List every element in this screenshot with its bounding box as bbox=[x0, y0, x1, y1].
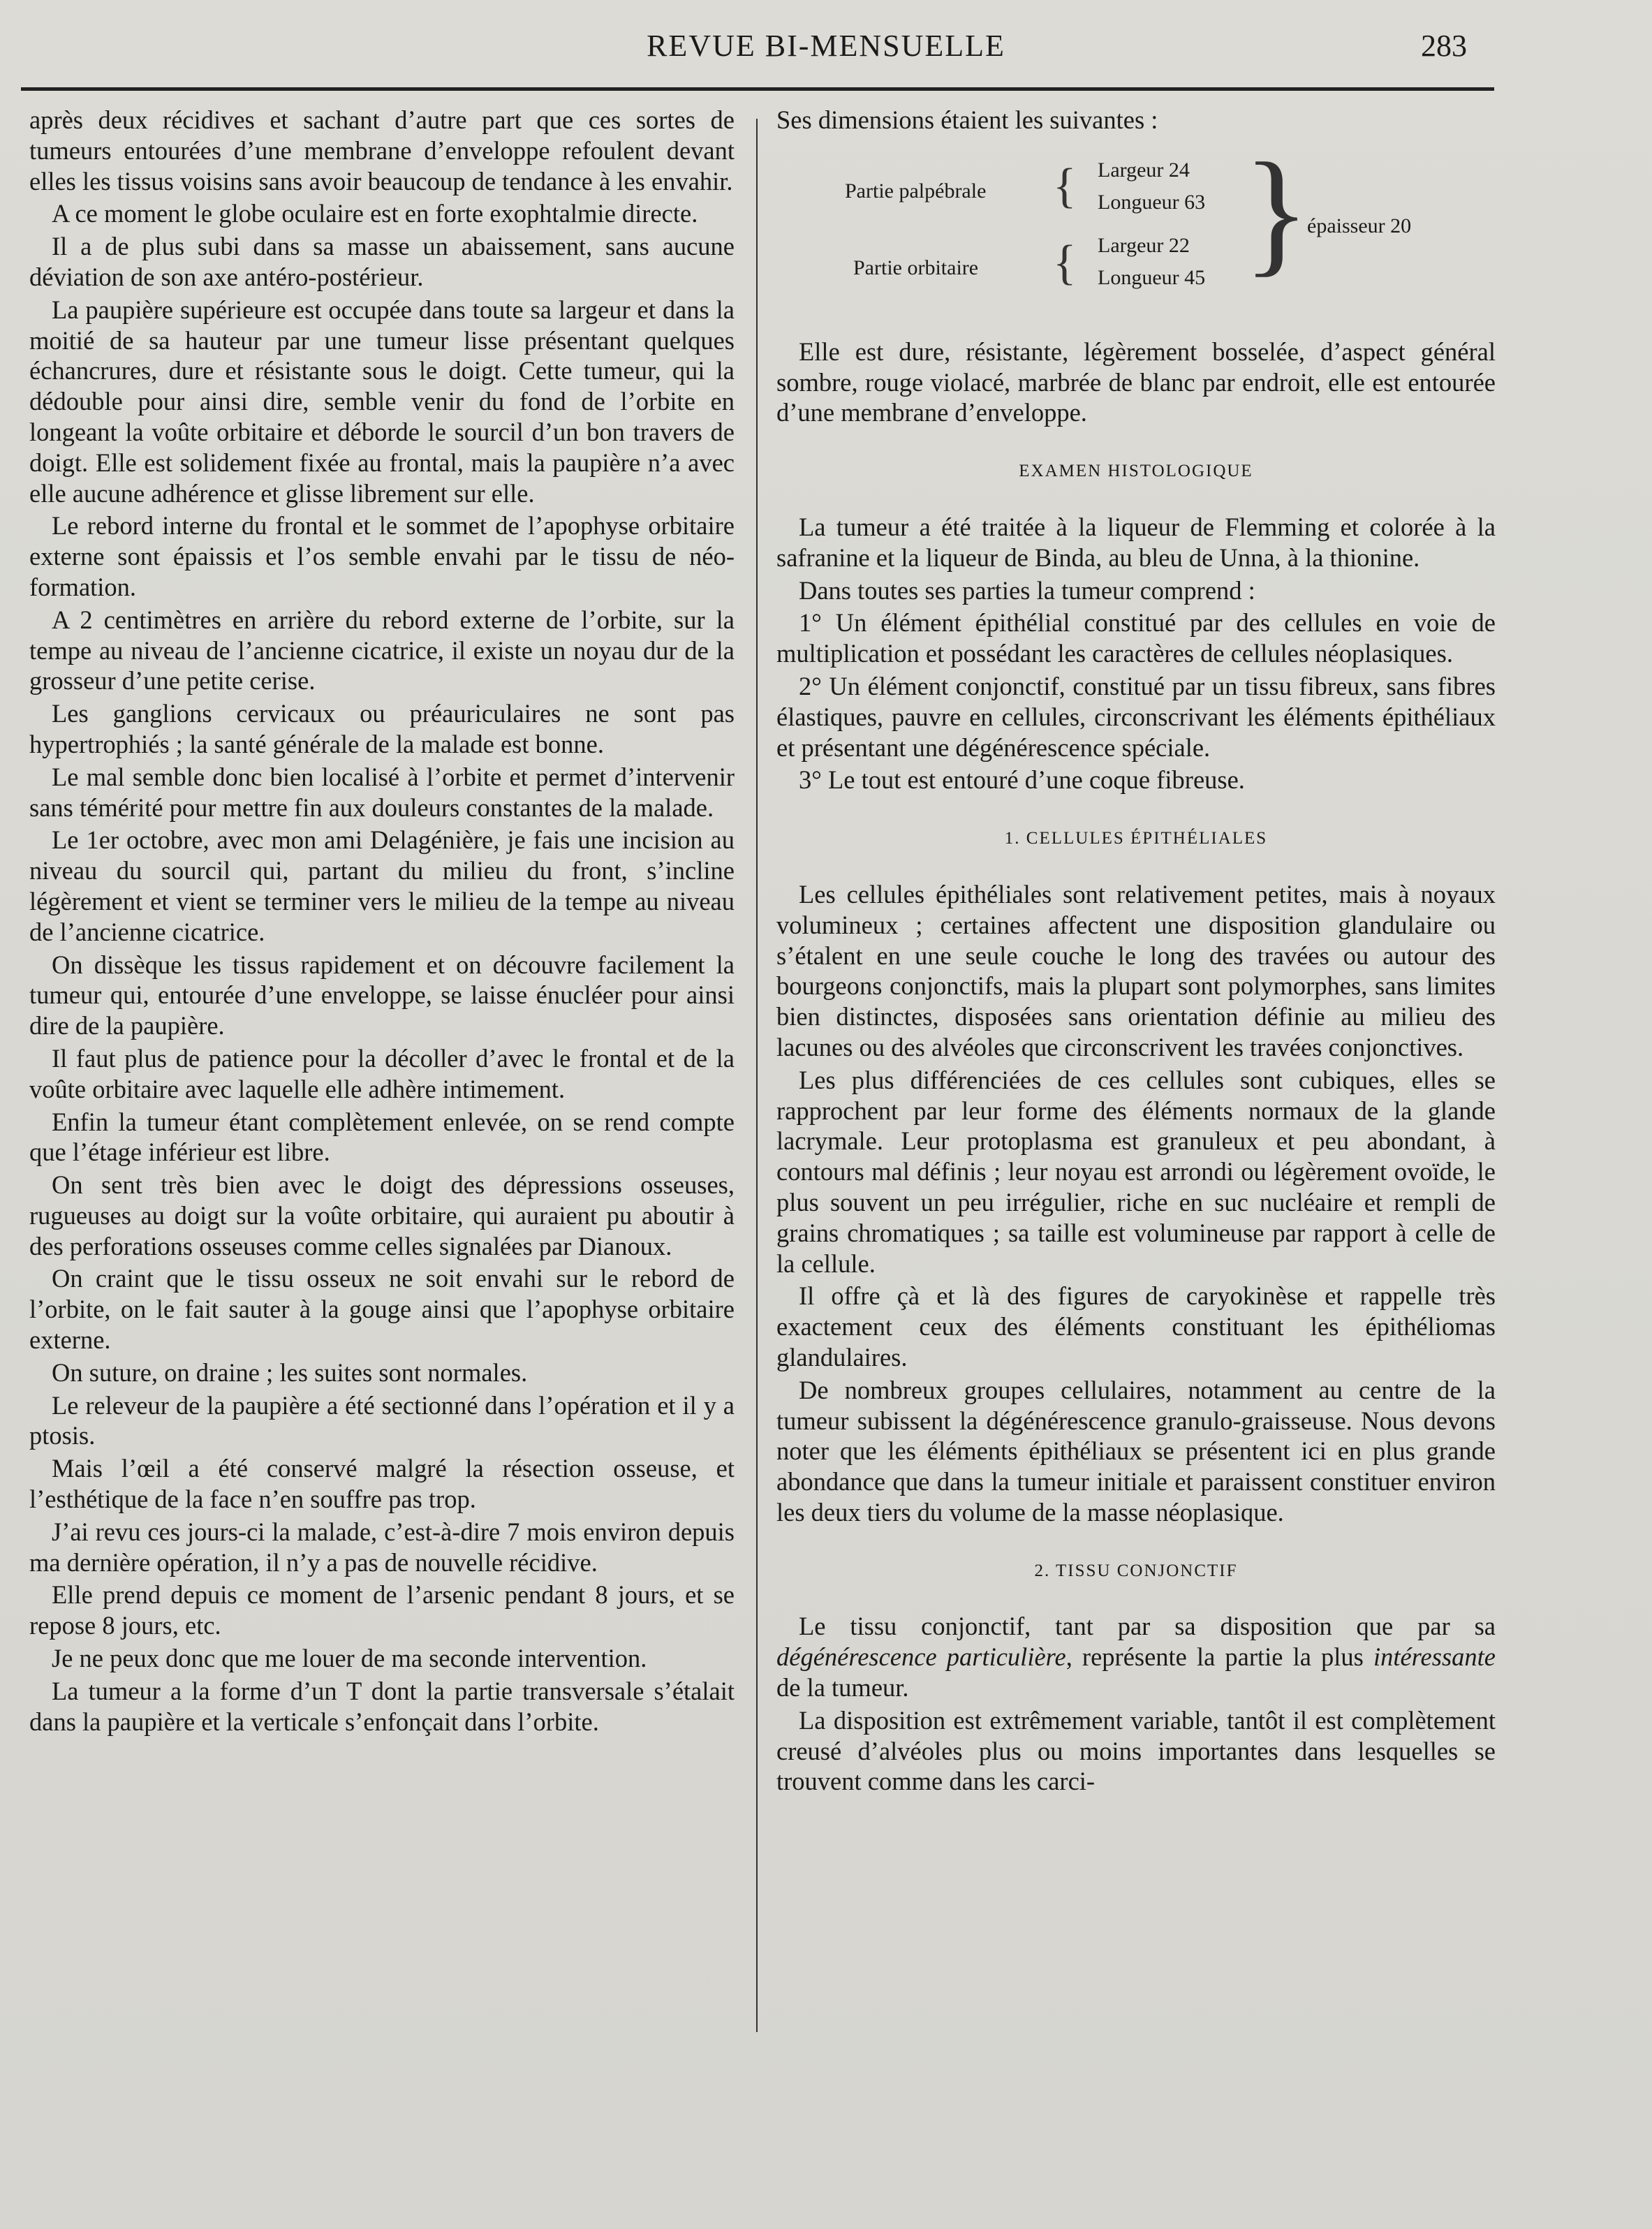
palpebral-label: Partie palpébrale bbox=[845, 179, 987, 203]
dimensions-intro: Ses dimensions étaient les suivantes : bbox=[776, 105, 1158, 134]
paragraph: Elle prend depuis ce moment de l’arsenic pendant 8 jours, et se repose 8 jours, etc. bbox=[29, 1580, 735, 1640]
paragraph: 1° Un élément épithélial constitué par des cellules en voie de multiplication et possédant les caractères de cellules néoplasiques. bbox=[776, 608, 1496, 668]
palpebral-width: Largeur 24 bbox=[1098, 158, 1190, 182]
column-divider bbox=[756, 119, 758, 2032]
thickness-brace: } bbox=[1243, 134, 1310, 289]
orbital-length: Longueur 45 bbox=[1098, 265, 1206, 289]
paragraph: Il faut plus de patience pour la décoller d’avec le frontal et de la voûte orbitaire avec laquelle elle adhère intimement. bbox=[29, 1043, 735, 1103]
dimensions-table bbox=[776, 134, 1496, 323]
orbital-brace: { bbox=[1053, 235, 1077, 290]
paragraph: On sent très bien avec le doigt des dépressions osseuses, rugueuses au doigt sur la voûte orbitaire, qui auraient pu aboutir à des perforations osseuses comme celles signalées par Dianoux. bbox=[29, 1170, 735, 1260]
text-run: Le tissu conjonctif, tant par sa disposition que par sa bbox=[799, 1612, 1496, 1641]
paragraph: Il offre çà et là des figures de caryokinèse et rappelle très exactement ceux des éléments constituant les épithéliomas glandulaires. bbox=[776, 1281, 1496, 1371]
header-rule bbox=[21, 87, 1494, 91]
paragraph: 3° Le tout est entouré d’une coque fibreuse. bbox=[799, 765, 1245, 795]
running-title: REVUE BI-MENSUELLE bbox=[647, 29, 1005, 63]
paragraph: Je ne peux donc que me louer de ma seconde intervention. bbox=[52, 1644, 647, 1673]
text-run: , représente la partie la plus bbox=[1065, 1642, 1373, 1672]
section-heading-epithelial-cells: 1. CELLULES ÉPITHÉLIALES bbox=[1004, 829, 1268, 848]
tumor-description: Elle est dure, résistante, légèrement bosselée, d’aspect général sombre, rouge violacé, marbrée de blanc par endroit, elle est entourée d’une membrane d’enveloppe. bbox=[776, 337, 1496, 427]
paragraph: La tumeur a été traitée à la liqueur de Flemming et colorée à la safranine et la liqueur de Binda, au bleu de Unna, à la thionine. bbox=[776, 512, 1496, 572]
text-run: de la tumeur. bbox=[776, 1673, 909, 1702]
orbital-label: Partie orbitaire bbox=[853, 256, 979, 279]
section-heading-histology: EXAMEN HISTOLOGIQUE bbox=[1019, 462, 1253, 481]
paragraph: Dans toutes ses parties la tumeur comprend : bbox=[799, 575, 1255, 605]
paragraph: A 2 centimètres en arrière du rebord externe de l’orbite, sur la tempe au niveau de l’ancienne cicatrice, il existe un noyau dur de la grosseur d’une petite cerise. bbox=[29, 605, 735, 696]
paragraph: A ce moment le globe oculaire est en forte exophtalmie directe. bbox=[52, 199, 698, 228]
paragraph: On dissèque les tissus rapidement et on découvre facilement la tumeur qui, entourée d’une enveloppe, se laisse énucléer pour ainsi dire de la paupière. bbox=[29, 950, 735, 1040]
paragraph: La tumeur a la forme d’un T dont la partie transversale s’étalait dans la paupière et la verticale s’enfonçait dans l’orbite. bbox=[29, 1676, 735, 1736]
page-header bbox=[0, 28, 1652, 77]
paragraph: Les ganglions cervicaux ou préauriculaires ne sont pas hypertrophiés ; la santé générale de la malade est bonne. bbox=[29, 699, 735, 758]
left-column bbox=[29, 105, 735, 1739]
paragraph: Le releveur de la paupière a été sectionné dans l’opération et il y a ptosis. bbox=[29, 1390, 735, 1450]
paragraph: On craint que le tissu osseux ne soit envahi sur le rebord de l’orbite, on le fait sauter à la gouge ainsi que l’apophyse orbitaire externe. bbox=[29, 1264, 735, 1355]
paragraph: La disposition est extrêmement variable, tantôt il est complètement creusé d’alvéoles plus ou moins importantes dans lesquelles se trouvent comme dans les carci- bbox=[776, 1705, 1496, 1796]
paragraph: J’ai revu ces jours-ci la malade, c’est-à-dire 7 mois environ depuis ma dernière opération, il n’y a pas de nouvelle récidive. bbox=[29, 1517, 735, 1577]
italic-term: intéressante bbox=[1373, 1642, 1496, 1672]
paragraph: Le mal semble donc bien localisé à l’orbite et permet d’intervenir sans témérité pour mettre fin aux douleurs constantes de la malade. bbox=[29, 762, 735, 822]
page-number: 283 bbox=[1421, 29, 1467, 63]
paragraph: Le 1er octobre, avec mon ami Delagénière, je fais une incision au niveau du sourcil qui, partant du milieu du front, s’incline légèrement et vient se terminer vers le milieu de la tempe au niveau de l’ancienne cicatrice. bbox=[29, 825, 735, 946]
paragraph: On suture, on draine ; les suites sont normales. bbox=[52, 1358, 528, 1387]
paragraph: Le rebord interne du frontal et le sommet de l’apophyse orbitaire externe sont épaissis et l’os semble envahi par le tissu de néo-formation. bbox=[29, 511, 735, 601]
paragraph: Les plus différenciées de ces cellules sont cubiques, elles se rapprochent par leur forme des éléments normaux de la glande lacrymale. Leur protoplasma est granuleux et peu abondant, à contours mal définis ; leur noyau est arrondi ou légèrement ovoïde, le plus souvent un peu irrégulier, riche en suc nucléaire et rempli de grains chromatiques ; sa taille est volumineuse par rapport à celle de la cellule. bbox=[776, 1065, 1496, 1278]
paragraph bbox=[776, 1611, 1496, 1702]
palpebral-brace: { bbox=[1053, 159, 1077, 213]
italic-term: dégénérescence particulière bbox=[776, 1642, 1066, 1672]
paragraph: Mais l’œil a été conservé malgré la résection osseuse, et l’esthétique de la face n’en souffre pas trop. bbox=[29, 1454, 735, 1514]
section-heading-connective-tissue: 2. TISSU CONJONCTIF bbox=[1034, 1561, 1238, 1580]
thickness-value: épaisseur 20 bbox=[1307, 214, 1412, 237]
paragraph: 2° Un élément conjonctif, constitué par un tissu fibreux, sans fibres élastiques, pauvre en cellules, circonscrivant les éléments épithéliaux et présentant une dégénérescence spéciale. bbox=[776, 671, 1496, 762]
paragraph: De nombreux groupes cellulaires, notamment au centre de la tumeur subissent la dégénérescence granulo-graisseuse. Nous devons noter que les éléments épithéliaux se présentent ici en plus grande abondance que dans la tumeur initiale et paraissent constituer environ les deux tiers du volume de la masse néoplasique. bbox=[776, 1375, 1496, 1527]
paragraph: Les cellules épithéliales sont relativement petites, mais à noyaux volumineux ; certaines affectent une disposition glandulaire ou s’étalent en une seule couche le long des travées ou autour des bourgeons conjonctifs, mais la plupart sont polymorphes, sans limites bien distinctes, disposées sans orientation définie au milieu des lacunes ou des alvéoles que circonscrivent les travées conjonctives. bbox=[776, 879, 1496, 1061]
right-column bbox=[776, 105, 1496, 1799]
paragraph: Enfin la tumeur étant complètement enlevée, on se rend compte que l’étage inférieur est libre. bbox=[29, 1107, 735, 1167]
paragraph: Il a de plus subi dans sa masse un abaissement, sans aucune déviation de son axe antéro-postérieur. bbox=[29, 232, 735, 291]
paragraph: La paupière supérieure est occupée dans toute sa largeur et dans la moitié de sa hauteur par une tumeur lisse présentant quelques échancrures, dure et résistante sous le doigt. Cette tumeur, qui la dédouble pour ainsi dire, semble venir du fond de l’orbite en longeant la voûte orbitaire et déborde le sourcil d’un bon travers de doigt. Elle est solidement fixée au frontal, mais la paupière n’a avec elle aucune adhérence et glisse librement sur elle. bbox=[29, 295, 735, 508]
palpebral-length: Longueur 63 bbox=[1098, 190, 1206, 214]
paragraph: après deux récidives et sachant d’autre part que ces sortes de tumeurs entourées d’une membrane d’enveloppe refoulent devant elles les tissus voisins sans avoir beaucoup de tendance à les envahir. bbox=[29, 105, 735, 196]
orbital-width: Largeur 22 bbox=[1098, 233, 1190, 257]
